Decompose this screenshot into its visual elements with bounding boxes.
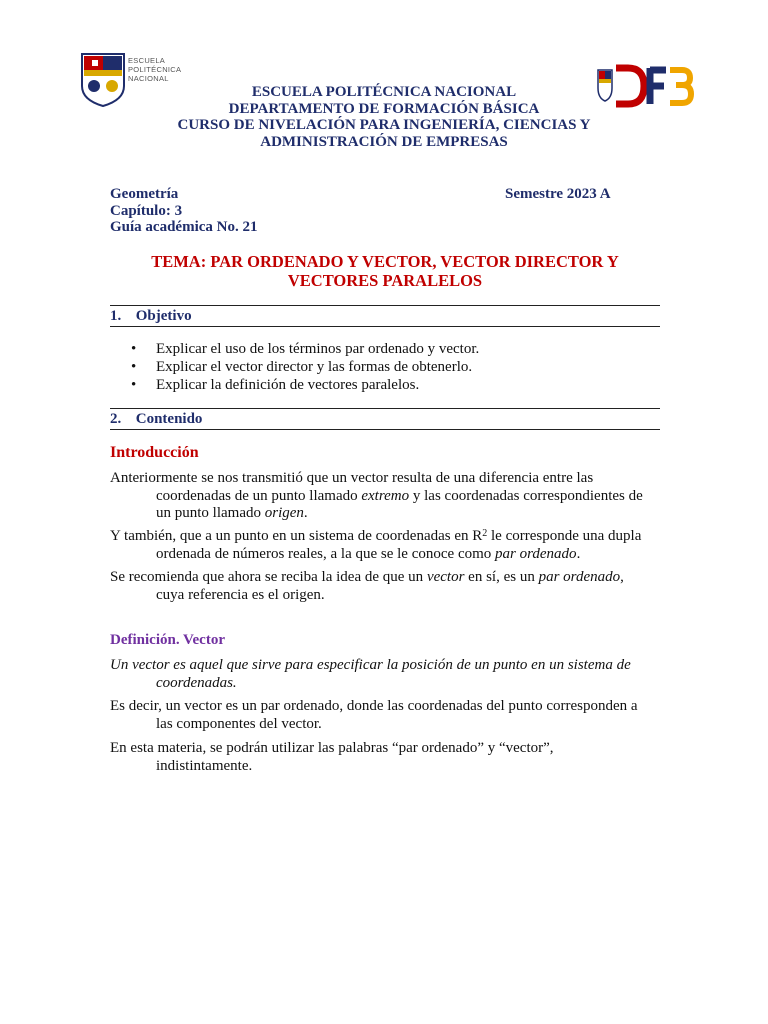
- italic-term: par ordenado: [495, 545, 577, 562]
- text-span: coordenadas de un punto llamado: [156, 487, 362, 504]
- epn-logo-word-3: NACIONAL: [128, 74, 169, 83]
- list-item: • Explicar el vector director y las formas de obtenerlo.: [110, 358, 479, 376]
- italic-term: vector: [426, 569, 465, 585]
- text-line: [110, 569, 624, 585]
- definition-paragraph-2: [110, 698, 658, 733]
- list-item: • Explicar la definición de vectores paralelos.: [110, 376, 479, 394]
- list-item: • Explicar el uso de los términos par ordenado y vector.: [110, 340, 479, 358]
- text-line: indistintamente.: [156, 757, 253, 774]
- superscript: 2: [482, 528, 488, 539]
- section-number: 2.: [110, 411, 122, 427]
- definition-heading: Definición. Vector: [110, 632, 225, 648]
- topic-title-line-2: VECTORES PARALELOS: [287, 271, 483, 290]
- intro-paragraph-3: [110, 569, 658, 604]
- header-line-1: ESCUELA POLITÉCNICA NACIONAL: [251, 84, 517, 100]
- text-span: Y también, que a un punto en un sistema de coordenadas en R: [110, 528, 483, 544]
- intro-heading: Introducción: [110, 444, 199, 461]
- text-span: .: [576, 545, 581, 562]
- header-line-3: CURSO DE NIVELACIÓN PARA INGENIERÍA, CIENCIAS Y: [177, 117, 591, 133]
- text-span: un punto llamado: [156, 505, 265, 521]
- text-line: [110, 546, 658, 564]
- text-span: .: [303, 505, 308, 521]
- text-line: las componentes del vector.: [156, 715, 322, 732]
- text-line: [110, 488, 658, 506]
- italic-term: origen: [264, 505, 304, 521]
- section-number: 1.: [110, 308, 122, 324]
- section-contenido-header: [110, 408, 660, 430]
- text-line: coordenadas.: [156, 674, 237, 691]
- section-objetivo-header: [110, 305, 660, 327]
- text-span: en sí, es un: [464, 569, 539, 585]
- topic-title: [110, 252, 660, 290]
- section-title: Contenido: [135, 411, 203, 427]
- header-line-4: ADMINISTRACIÓN DE EMPRESAS: [260, 133, 508, 150]
- intro-paragraph-2: [110, 528, 658, 563]
- epn-logo-word-1: ESCUELA: [128, 56, 166, 65]
- course-meta: [110, 186, 258, 236]
- definition-paragraph-3: [110, 740, 658, 775]
- text-line: Anteriormente se nos transmitió que un vector resulta de una diferencia entre las: [110, 470, 594, 486]
- section-title: Objetivo: [135, 308, 192, 324]
- text-span: y las coordenadas correspondientes de: [409, 487, 643, 504]
- topic-title-line-1: TEMA: PAR ORDENADO Y VECTOR, VECTOR DIRECTOR Y: [151, 252, 619, 271]
- italic-term: extremo: [361, 487, 410, 504]
- chapter-label: Capítulo: 3: [110, 202, 183, 219]
- text-line: cuya referencia es el origen.: [156, 586, 325, 603]
- institution-header: [150, 84, 618, 150]
- text-line: [110, 528, 641, 544]
- italic-term: par ordenado: [538, 569, 621, 585]
- intro-paragraph-1: [110, 470, 658, 523]
- text-span: Se recomienda que ahora se reciba la idea de que un: [110, 569, 427, 585]
- text-span: ordenada de números reales, a la que se le conoce como: [156, 545, 496, 562]
- subject-label: Geometría: [110, 186, 179, 202]
- text-line: En esta materia, se podrán utilizar las palabras “par ordenado” y “vector”,: [110, 740, 554, 756]
- guide-label: Guía académica No. 21: [110, 219, 258, 235]
- semester-label: Semestre 2023 A: [505, 186, 611, 202]
- text-line: Un vector es aquel que sirve para especificar la posición de un punto en un sistema de: [110, 657, 631, 673]
- text-span: ,: [620, 569, 624, 585]
- definition-paragraph-1: [110, 657, 658, 692]
- header-line-2: DEPARTAMENTO DE FORMACIÓN BÁSICA: [228, 100, 540, 117]
- objectives-list: [110, 340, 479, 394]
- text-line: Es decir, un vector es un par ordenado, donde las coordenadas del punto corresponden a: [110, 698, 638, 714]
- text-line: [110, 505, 658, 523]
- text-span: le corresponde una dupla: [487, 528, 642, 544]
- epn-logo-word-2: POLITÉCNICA: [128, 65, 182, 74]
- epn-logo-text: [128, 56, 181, 83]
